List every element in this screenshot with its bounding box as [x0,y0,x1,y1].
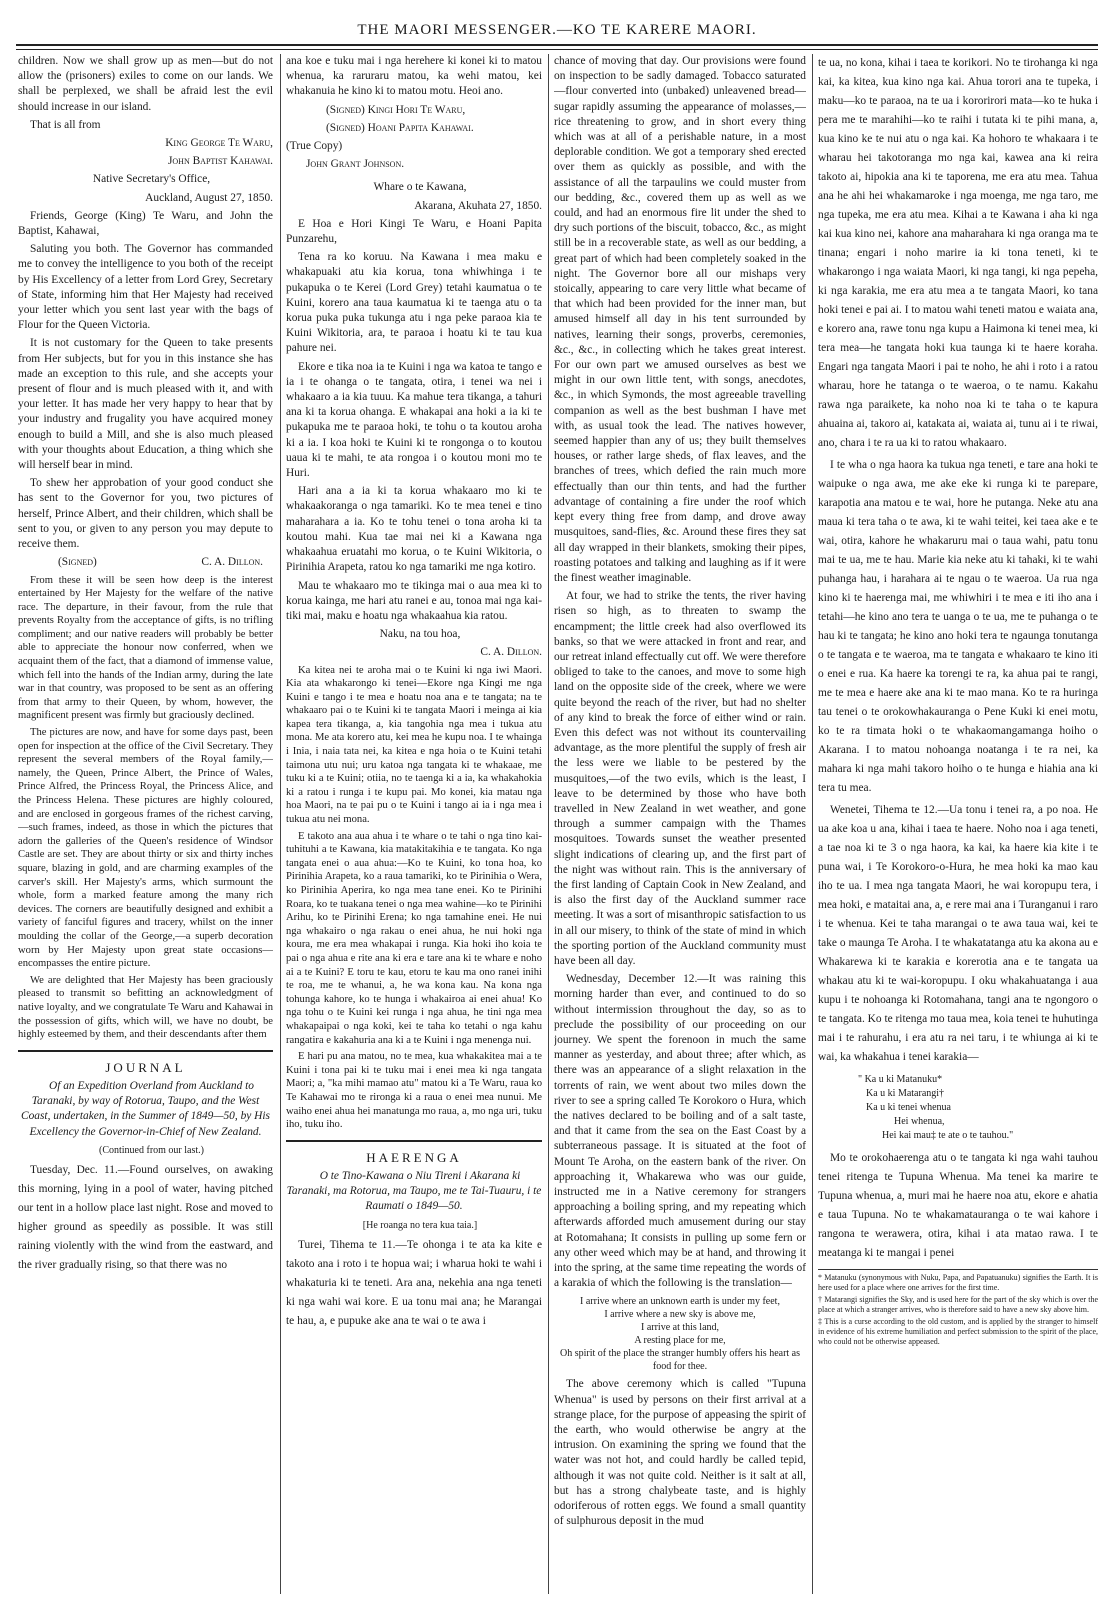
poem-line: I arrive where an unknown earth is under my feet, [580,1296,780,1308]
paragraph: At four, we had to strike the tents, the river having risen so high, as to threaten to swamp the encampment; the little creek had also overflowed its banks, so that we were attacked in front and rear, and our retreat inland effectually cut off. We were therefore obliged to take to the canoes, and move to some high land on the opposite side of the creek, where we were quite beyond the reach of the river, but had no shelter of any kind to break the force of either wind or rain. Even this defect was not without its countervailing advantage, as the more plentiful the supply of fresh air the less were we liable to be pestered by the musquitoes,—of the two evils, which is the least, I leave to be determined by those who have both travelled in New Zealand in wet weather, and gone through a summer campaign with the Thames mosquitoes. Towards sunset the weather presented slight indications of clearing up, and the first part of the night was without rain. This is the anniversary of the first landing of Captain Cook in New Zealand, and is also the first day of the Auckland summer race meeting. It was a sort of misanthropic satisfaction to us in all our misery, to think of the state of mind in which the sporting portion of the Auckland community must have been all day. [554,590,806,967]
paragraph: Saluting you both. The Governor has commanded me to convey the intelligence to you both of the receipt by His Excellency of a letter from Lord Grey, Secretary of State, informing him that Her Majesty had received your letter which you sent last year with the bags of Flour for the Queen Victoria. [18,243,273,332]
column-2 [286,54,542,1594]
paragraph: That is all from [30,118,101,131]
paragraph: Ka kitea nei te aroha mai o te Kuini ki nga iwi Maori. Kia ata whakarongo ki tenei—Ekore nga Kingi me nga Kuini e tango i te mea e hoatu noa ana e te tangata; na te whakaaro pai o te Kuini ki te tangata Maori i meinga ai kia kapea tera tikanga, a, kia tangohia nga mea i tukua atu mona. Me ata korero atu, kei mea he kupu noa. I te whainga i Inia, i naia tata nei, ka kitea e nga hoia o te Kuini tetahi taimona utu nui; uru katoa nga tangata ki te whakaae, me tuku ki a te Kuini; otiia, no te taenga ki a ia, ka whakahokia ki a ratou i runga i te kupu pai. Mo konei, kia matau nga hoa Maori, na te pai pu o te Kuini i tango ai ia i nga mea i tukua atu nei mona. [286,664,542,826]
paragraph: Tena ra ko koruu. Na Kawana i mea maku e whakapuaki atu kia korua, tona whiwhinga i te pukapuka o te Kerei (Lord Grey) tetahi kaumatua o te Kuini, korero ana taua kaumatua ki te taenga atu o ta korua puka puka tukunga atu i nga peke paraoa kia te Kuini Wikitoria, ara, te paraoa i hoatu ki te tau kua pahure nei. [286,251,542,355]
paragraph: Turei, Tihema te 11.—Te ohonga i te ata ka kite e takoto ana i roto i te hopua wai; i wharua hoki te wahi i whakaturia ki te teneti. Ara ana, nekehia ana nga teneti ki nga wahi wai kore. E ua tonu mai ana; he Marangai te hau, a, e pupuke ake ana te wai o te awa i [286,1238,542,1327]
section-heading: HAERENGA [366,1149,462,1165]
footnote: * Matanuku (synonymous with Nuku, Papa, and Papatuanuku) signifies the Earth. It is here used for a place where one arrives for the first time. [818,1273,1098,1292]
karakia-maori [858,1073,1098,1143]
paragraph: To shew her approbation of your good conduct she has sent to the Governor for you, two pictures of herself, Prince Albert, and their children, which shall be sent to you, or given to any person you may depute to receive them. [18,477,273,551]
dateline: Whare o te Kawana, [373,181,467,194]
column-divider [280,54,281,1594]
paragraph: E takoto ana aua ahua i te whare o te tahi o nga tino kai-tuhituhi a te Kawana, kia matakitakihia e te tangata. Ko nga tangata enei o aua ahua:—Ko te Kuini, ko tona hoa, ko Pirinihia Arapeta, ko a raua tamariki, ko te Pirinihia o Wera, ko Pirinihia Aperira, ko nga mea tane enei. Ko te Pirinihi Roara, ko te tuakana tenei o nga mea wahine—ko te Pirinihi Arihu, ko te Pirinihi Erena; ko nga tamahine enei. He nui nga whakairo o nga rakau o enei ahua, he nui hoki nga koura, me era mea whakapai i runga. Kia hoki iho koia te pai o nga ahua e rite ana ki era e tare ana ki te whare e noho ai a te Kuini? E toru te kau, etoru te kau ma ono ranei inihi te roa, me te whanui, a, he wa kona kau. Na kona nga tohunga kahore, ko te hunga i whakairoa ai enei ahua! Ko nga tohu o te Kuini kei runga i nga ahua, he tini nga mea whakapaipai o nga koki, kei te taha ko tetahi o nga kahu rangatira e kakahuria ana ki a te Kuini i nga menenga nui. [286,830,542,1046]
poem-line: I arrive at this land, [640,1322,720,1334]
section-rule [18,1050,273,1052]
section-subtitle: O te Tino-Kawana o Niu Tireni i Akarana ki Taranaki, ma Rotorua, ma Taupo, me te Tai-Tuauru, i te Raumati o 1849—50. [286,1169,542,1213]
section-subtitle: Of an Expedition Overland from Auckland to Taranaki, by way of Rotorua, Taupo, and the West Coast, undertaken, in the Summer of 1849—50, by His Excellency the Governor-in-Chief of New Zealand. [21,1079,270,1138]
paragraph: children. Now we shall grow up as men—but do not allow the (prisoners) exiles to come on our lands. We shall be perplexed, we shall be afraid lest the evil should increase in our island. [18,55,273,113]
paragraph: The above ceremony which is called "Tupuna Whenua" is used by persons on their first arrival at a strange place, for the purpose of appeasing the spirit of the earth, who would otherwise be angry at the intrusion. On examining the spring we found that the water was not hot, and could hardly be called tepid, although it was not quite cold. Neither is it salt at all, but has a strong chalybeate taste, and is highly odoriferous of rotten eggs. We found a small quantity of sulphurous deposit in the mud [554,1378,806,1528]
poem-line: Hei whenua, [894,1116,945,1127]
signature: (Signed) Kingi Hori Te Waru, [326,103,466,116]
poem-line: Ka u ki Matarangi† [866,1088,945,1099]
signature: C. A. Dillon. [201,556,263,569]
karakia-translation [554,1295,806,1373]
signature: C. A. Dillon. [480,646,542,659]
paragraph: Mau te whakaaro mo te tikinga mai o aua mea ki to korua kainga, me hari atu ranei e au, tonoa mai nga kai-tiki mai, maku e hoatu nga whakaahua kia ratou. [286,579,542,622]
paragraph: Hari ana a ia ki ta korua whakaaro mo ki te whakaakoranga o nga tamariki. Ko te mea tenei e tino maharahara a ia. Ko te tohu tenei o tona aroha ki ta koutou mahi. Kua tae mai nei ki a Kawana nga whakaahua eruatahi mo korua, o te Kuini Wikitoria, o Pirinihia Arapeta, ratou ko nga tamariki me nga kotiro. [286,485,542,574]
paragraph: Ekore e tika noa ia te Kuini i nga wa katoa te tango e ia i te ohanga o te tangata, otira, i tenei wa nei i whakaaro a ia kia tuuu. Ka mahue tera tikanga, a tahuri ana ki ta korua ohanga. E whakapai ana hoki a ia ki te pukapuka me te paraoa hoki, te tohu o ta koutou aroha ki a ia. I koa hoki te Kuini ki te rongonga o to koutou uaua ki te mahi, te ata rongoa i o koutou moni mo te Huri. [286,360,542,480]
poem-line: A resting place for me, [634,1335,726,1347]
paragraph: It is not customary for the Queen to take presents from Her subjects, but for you in this instance she has made an exception to this rule, and she accepts your present of flour and is much pleased with it, and with your letter. It has made her very happy to hear that by your industry and frugality you have acquired money enough to build a Mill, and she is also much pleased with your thoughts about Education, a thing which she will herself bear in mind. [18,337,273,472]
dateline: Auckland, August 27, 1850. [145,191,273,204]
section-heading: JOURNAL [105,1059,186,1075]
paragraph: Tuesday, Dec. 11.—Found ourselves, on awaking this morning, lying in a pool of water, having pitched our tent in a hollow place last night. Rose and moved to higher ground as speedily as possible. It was still raining violently with the wind from the eastward, and the river gradually rising, so that there was no [18,1163,273,1271]
signature: John Baptist Kahawai. [167,155,273,168]
column-divider [812,54,813,1594]
closing: Naku, na tou hoa, [379,628,461,641]
column-divider [548,54,549,1594]
poem-line: " Ka u ki Matanuku* [858,1074,943,1085]
footnote: ‡ This is a curse according to the old custom, and is applied by the stranger to himself in evidence of his extreme humiliation and perfect submission to the spirit of the place, who could not be otherwise appeased. [818,1317,1098,1346]
paragraph: E Hoa e Hori Kingi Te Waru, e Hoani Papita Punzarehu, [286,217,542,246]
poem-line: Oh spirit of the place the stranger humbly offers his heart as food for thee. [559,1348,801,1373]
signature: (Signed) Hoani Papita Kahawai. [326,121,474,134]
paragraph: E hari pu ana matou, no te mea, kua whakakitea mai a te Kuini i tona pai ki te tuku mai i enei mea ki nga tangata Maori; a, "ka mihi mamao atu" matou ki a Te Waru, raua ko Te Kahawai mo te rironga ki a raua o enei mea nunui. Me waiho enei ahua hei manatunga mo raua, a, mo nga uri, tuku iho, tuku iho. [286,1051,542,1131]
poem-line: Ka u ki tenei whenua [866,1102,951,1113]
true-copy: (True Copy) [286,140,343,153]
paragraph: Friends, George (King) Te Waru, and John the Baptist, Kahawai, [18,209,273,238]
footnote: † Matarangi signifies the Sky, and is used here for the part of the sky which is over the place at which a stranger arrives, who is therefore said to have a new sky above him. [818,1295,1098,1314]
paragraph: We are delighted that Her Majesty has been graciously pleased to transmit so befitting an acknowledgment of native loyalty, and we congratulate Te Waru and Kahawai in the possession of gifts, which will, we have no doubt, be highly esteemed by them, and their descendants after them [18,974,273,1041]
signature: John Grant Johnson. [306,158,405,171]
paragraph: Wednesday, December 12.—It was raining this morning harder than ever, and continued to do so without intermission throughout the day, so as to preclude the possibility of our proceeding on our journey. We spent the forenoon in much the same manner as yesterday, and about three; after which, as there was an appearance of a slight relaxation in the torrents of rain, we went about two miles down the river to see a spring called Te Korokoro o Hura, which the natives declared to be boiling and of a salt taste, and that it came from the sea on the East Coast by a subterraneous passage. It is situated at the foot of Mount Te Aroha, on the eastern bank of the river. On approaching it, Whakarewa who was our guide, instructed me in a Native ceremony for strangers approaching a boiling spring, and my repeating which afterwards afforded much amusement during our stay at Rotomahana; It consists in pulling up some fern or any other weed which may be at hand, and throwing it into the spring, at the same time repeating the words of a karakia of which the following is the translation— [554,973,806,1290]
paragraph: I te wha o nga haora ka tukua nga teneti, e tare ana hoki te waipuke o nga awa, me ake eke ki runga ki te parepare, karapotia ana matou e te wai, hore he putanga. Neke atu ana maua ki tera taha o te awa, ki te wahi teitei, kei taea ake e te wai, otira, kahore he whakaruru mai o taua wahi, patu tonu mai te ua, me te hau. Marie kia neke atu ki tahaki, ki te wahi puhanga hau, i harahara ai te ngau o te waeroa. Ua rua nga kino ki te haerenga mai, me whiwhiri i te mea e iti iho ana i tetahi—he kino ano tera te uanga o te ua, me te puhanga o te hau ki te tangata; he kino ano hoki tera te ngaunga tonutanga o te tangata e te waeroa, ma te tangata e whakaaro te kino iti o enei e rua. Ka haere ka torengi te ra, ka ahua pai te rangi, me te mea e haere ake ana ki te mao mana. Ko te ra huringa tau tenei o te orokowhakauranga o Pene Kuki ki enei motu, ko te ra timata hoki o te whakaomangamanga hoiho o Akarana. I to matou nohoanga noatanga i te ra nei, ka mahara ki nga mahi takoro hoiho o te hunga e hiahia ana ki tera tu mea. [818,459,1098,794]
signed-label: (Signed) [58,556,97,569]
continued-note: (Continued from our last.) [99,1144,204,1156]
masthead-rule [16,44,1098,50]
section-rule [286,1140,542,1142]
poem-line: Hei kai mau‡ te ate o te tauhou." [882,1130,1014,1141]
continued-note: [He roanga no tera kua taia.] [362,1219,478,1231]
poem-line: I arrive where a new sky is above me, [604,1309,756,1321]
paragraph: Mo te orokohaerenga atu o te tangata ki nga wahi tauhou tenei ritenga te Tupuna Whenua. Ma tenei ka marire te Tupuna whenua, a, muri mai he haere noa atu, ekore e ahatia e taua Tupuna. No te whakamatauranga o te wai kahore i rangona te werawera, otira, kihai i ata matao rawa. I te meatanga ki te mangai i penei [818,1152,1098,1259]
paragraph: chance of moving that day. Our provisions were found on inspection to be sadly damaged. Tobacco saturated—flour converted into (unbaked) unleavened bread—sugar rapidly assuming the appearance of molasses,—rice threatening to grow, and in short every thing which was at all of a perishable nature, in a most deplorable condition. We got a temporary shed erected over them as quickly as possible, and with the assistance of all the tarpaulins we could muster from our bedding, &c., covered them up as well as we could, and had an enormous fire lit under the shed to dry such portions of the biscuit, tobacco, &c., as might still be in a recoverable state, as well as our bedding, a great part of which had been completely soaked in the night. The Governor bore all our mishaps very stoically, appearing to care very little what became of that which had been provided for the inner man, but amused himself all day in his tent surrounded by natives, learning their songs, proverbs, ceremonies, &c., &c., in collecting which he takes great interest. For our own part we amused ourselves as best we might in our own little tent, with songs, anecdotes, &c., in which Symonds, the most agreeable travelling companion as well as the best bushman I have met with, as usual took the lead. The natives however, seemed happier than any of us; they built themselves houses, or rather large sheds, of flax leaves, and the branches of trees, which defied the rain much more effectually than our thin tents, and had the further advantage of containing a fire under the roof which kept every thing free from damp, and drove away musquitoes, sand-flies, &c. Around these fires they sat all day wrapped in their blankets, smoking their pipes, roasting potatoes and talking and laughing as if it were the finest weather imaginable. [554,55,806,584]
dateline: Akarana, Akuhata 27, 1850. [414,199,542,212]
column-3 [554,54,806,1594]
paragraph: From these it will be seen how deep is the interest entertained by Her Majesty for the welfare of the native race. The departure, in their favour, from the rule that prevents Royalty from the acceptance of gifts, is no trifling compliment; and our native readers will probably be better able to appreciate the honour now conferred, when we acquaint them of the fact, that a diamond of immense value, which fell into the hands of the Indian army, during the late war in that country, was proposed to be sent as an offering from that army to their Queen, by whom, however, the magnificent present was firmly but graciously declined. [18,574,273,722]
paragraph: ana koe e tuku mai i nga herehere ki konei ki to matou whenua, ka raruraru matou, ka wehi matou, kei whakanuia he kino ki to matou motu. Heoi ano. [286,55,542,98]
column-4 [818,54,1098,1594]
paragraph: Wenetei, Tihema te 12.—Ua tonu i tenei ra, a po noa. He ua ake koa u ana, kihai i taea te haere. Noho noa i aga teneti, a tae noa ki te 3 o nga haora, ka kai, ka haere kia kite i te puna wai, i Te Korokoro-o-Hura, he mea hoki ka mao kau iho te ua. I mea nga tangata Maori, he wai koropupu tera, i mea hoki, e mataitai ana, a, e rere mai ana i Turanganui i raro i te whenua. Kei te taha marangai o te awa taua wai, kei te take o maunga Te Aroha. I te whakatatanga atu ka akona au e Whakarewa ki te karakia e korerotia ana e te tangata ua whakau atu ki te wai-koropupu. I oku whakahuatanga i aua kupu i te nohoanga ki Rotomahana, tangi ana te ngongoro o te tangata. Ko te ritenga mo taua mea, koia tenei te huhutinga mai i te rahurahu, i era atu ra nei taru, i te whiunga ai ki te wai, ka whakahua i tenei karakia— [818,804,1098,1063]
dateline: Native Secretary's Office, [92,173,211,186]
paragraph: The pictures are now, and have for some days past, been open for inspection at the office of the Civil Secretary. They represent the several members of the Royal family,—namely, the Queen, Prince Albert, the Prince of Wales, Prince Alfred, the Princess Royal, the Princess Alice, and the Princess Helena. These pictures are highly coloured, and are enclosed in gorgeous frames of the richest carving,—such frames, indeed, as those in which the pictures that adorn the galleries of the Queen's residence of Windsor Castle are set. They are about thirty or six and thirty inches square, blazing in gold, and are charming examples of the carver's skill. Her Majesty's arms, which surmount the whole, form a marked feature among the many rich devices. The corners are beautifully designed and exhibit a variety of fanciful figures and tracery, whilst on the inner moulding the collar of the George,—a superb decoration worn by Her Majesty upon great state occasions—encompasses the entire picture. [18,727,273,970]
paragraph: te ua, no kona, kihai i taea te korikori. No te tirohanga ki nga kai, ka kitea, kua kino nga kai. Ahua torori ana te tupeka, i maku—ko te paraoa, na te ua i kororirori mata—ko te huka i pera me te marahihi—ko te raihi i tutata ki te pihi mana, a, kua kino ke te nui atu o nga kai. Ka hohoro te whakaara i te wharau hei takotoranga mo nga kai, kawea ana ki reira takoto ai, hipokia ana ki te taporena, me era atu mea. Tahua ana he ahi hei whakamaroke i nga moenga, me nga taro, me nga tupeka, me era atu mea. Kihai a te Kawana i aha ki nga kai kua kino nei, kahore ana maharahara ki nga oranga ma te tinana; engari i noho marire ia ki tona teneti, ki te whakarongo i nga waiata Maori, ki nga tangi, ki nga pepeha, ki nga karakia, me era atu mea a te tangata Maori, ko tana hoki tenei e pai ai. I to matou wahi teneti matou e waiata ana, e korero ana, rawe tonu nga kupu a Haimona ki tenei mea, ki tera mea—he tangata hoki kua taunga ki te haere koraha. Engari nga tangata Maori i pai te noho, he ahi i roto i a ratou wharau, hore he tatanga o te waeroa, o te namu. Kakahu rawa nga paraikete, ka noho noa ki te taha o te kapura ahuaina ai, takoro ai, katakata ai, waiata ai, tunu ai i te riwai, ano, chara i te ra ua ki to ratou whakaaro. [818,57,1098,449]
signature: King George Te Waru, [165,137,273,150]
masthead-title: THE MAORI MESSENGER.—KO TE KARERE MAORI. [357,22,757,38]
column-1 [18,54,273,1594]
footnotes [818,1269,1098,1347]
